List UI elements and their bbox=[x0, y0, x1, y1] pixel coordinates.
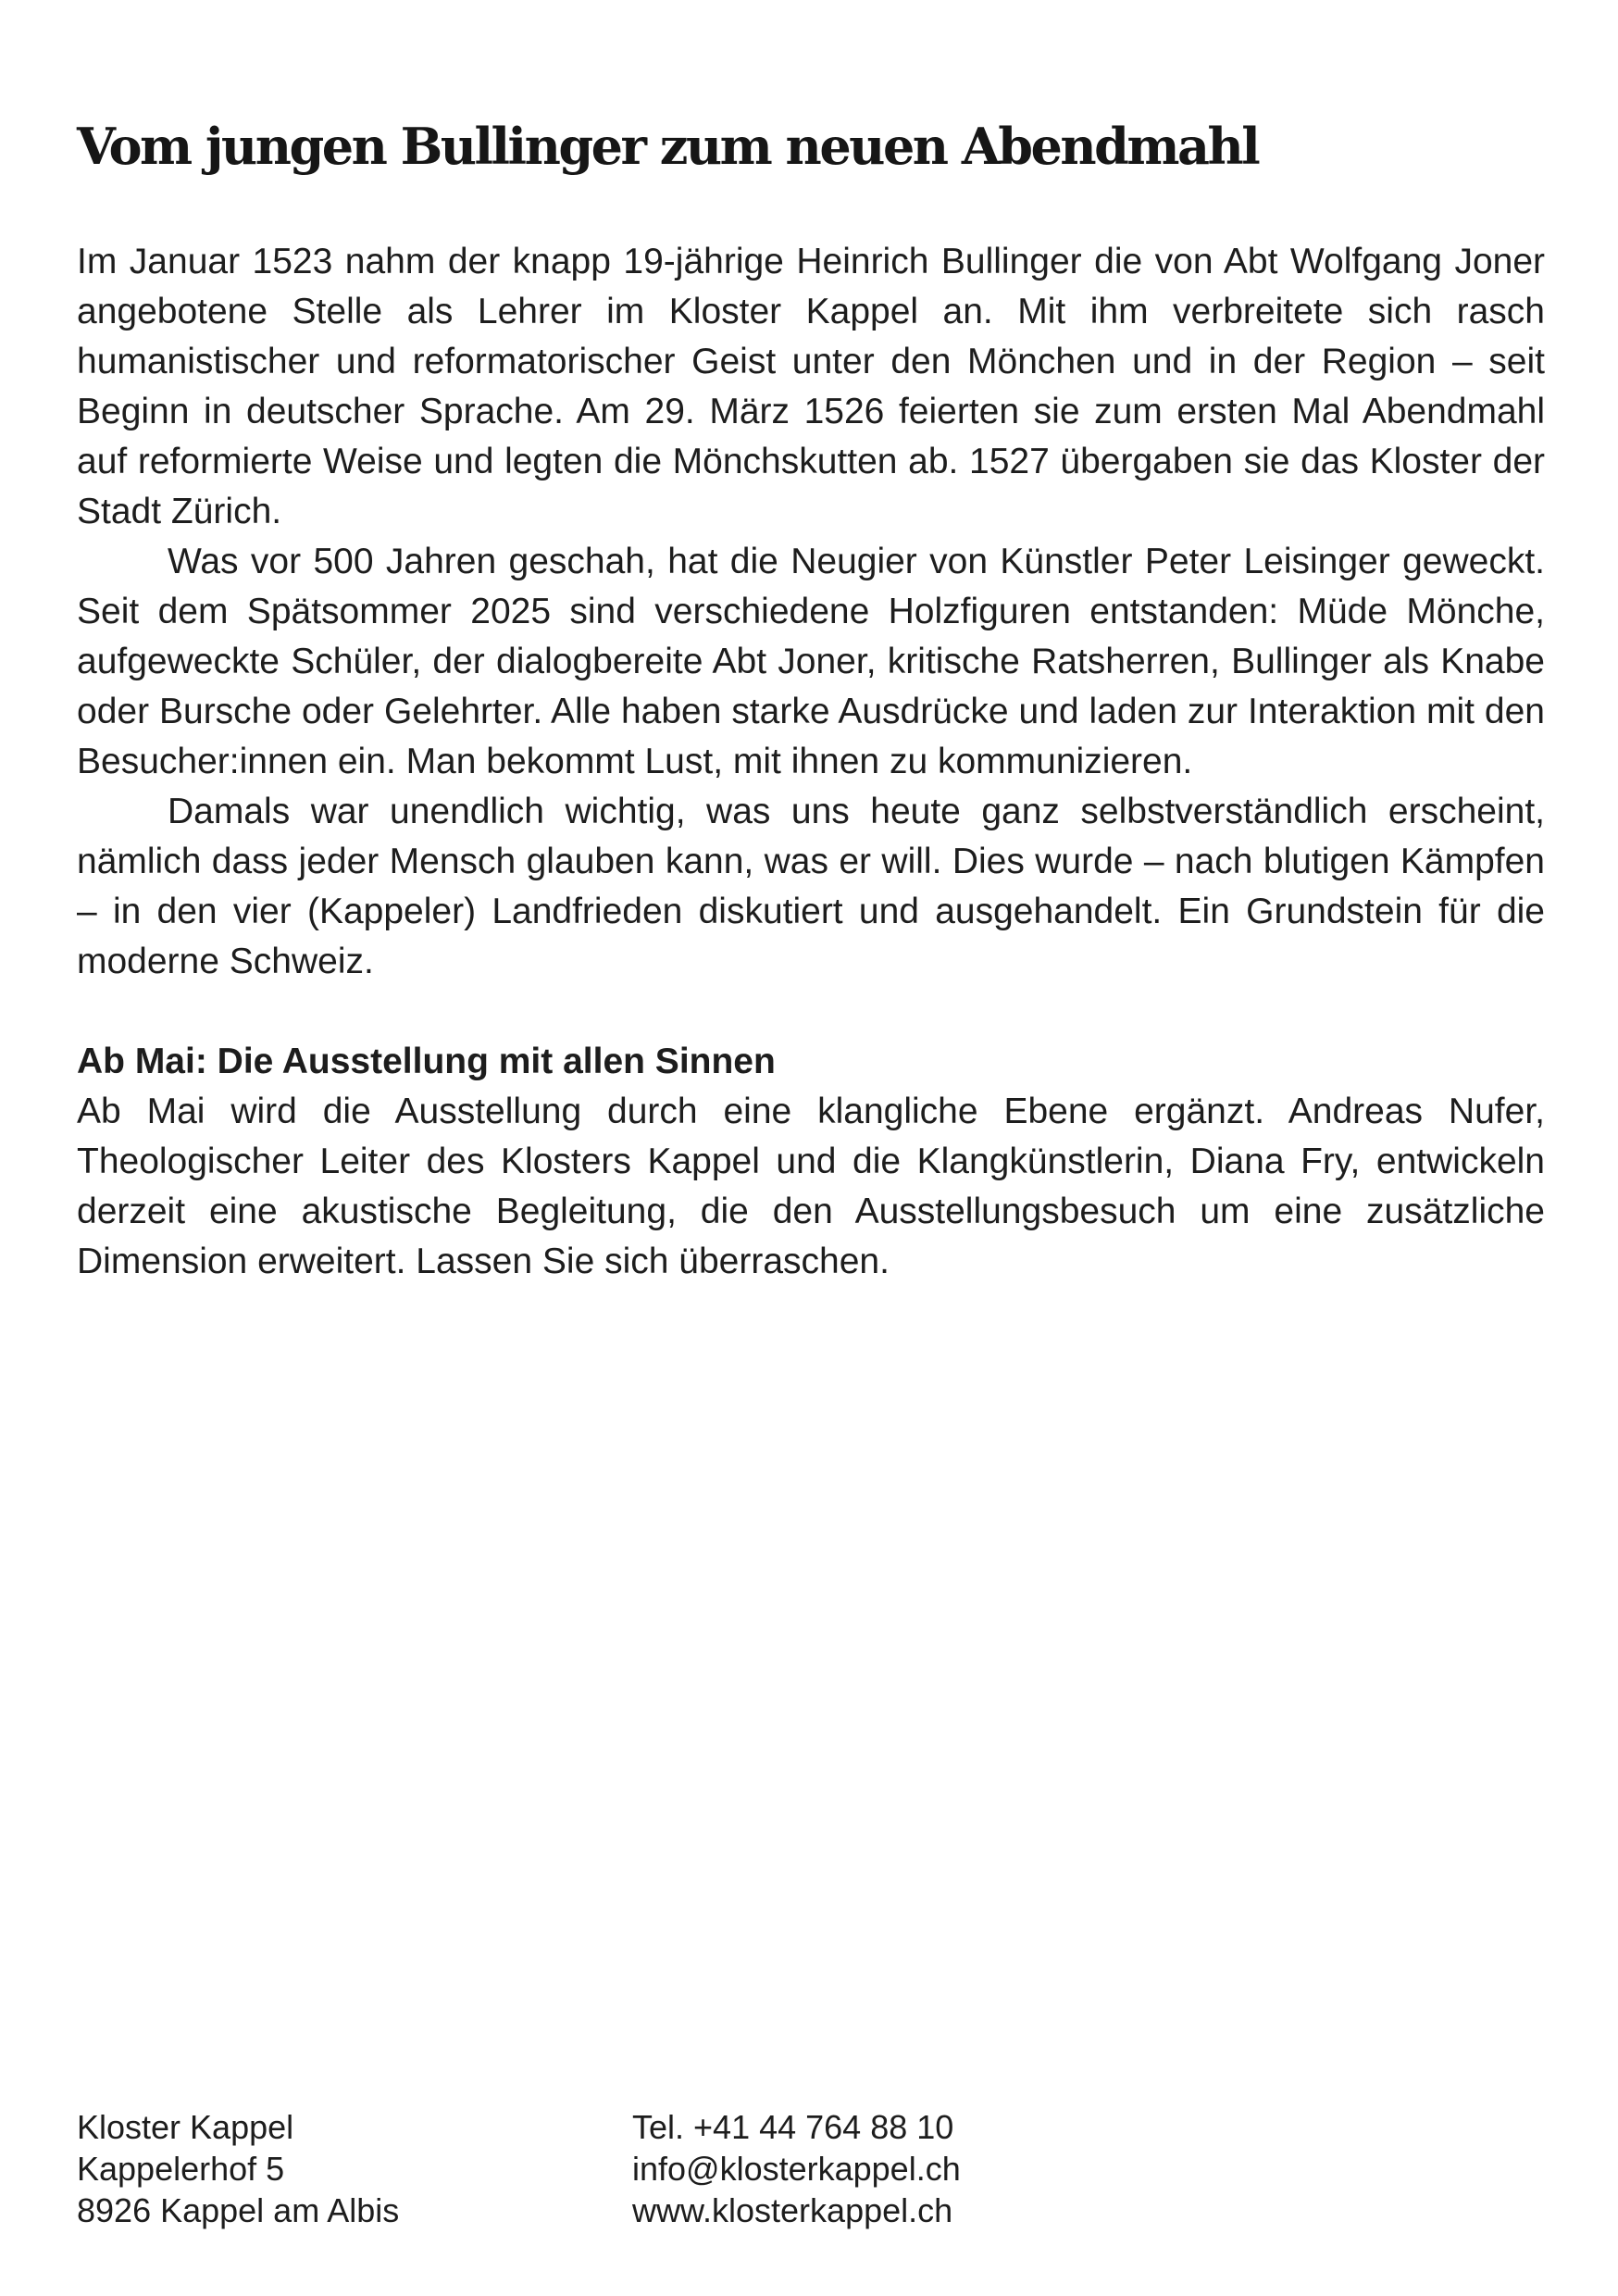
address-city: 8926 Kappel am Albis bbox=[77, 2191, 400, 2229]
address-street: Kappelerhof 5 bbox=[77, 2150, 285, 2188]
address-name: Kloster Kappel bbox=[77, 2108, 294, 2146]
section-heading: Ab Mai: Die Ausstellung mit allen Sinnen bbox=[77, 1042, 776, 1081]
section-paragraph: Ab Mai wird die Ausstellung durch eine klangliche Ebene ergänzt. Andreas Nufer, Theologischer Leiter des Klosters Kappel und die Klangkünstlerin, Diana Fry, entwickeln derzeit eine akustische Begleitung, die den Ausstellungsbesuch um eine zusätzliche Dimension erweitert. Lassen Sie sich überraschen. bbox=[77, 1092, 1545, 1281]
paragraph-intro: Im Januar 1523 nahm der knapp 19-jährige Heinrich Bullinger die von Abt Wolfgang Joner angebotene Stelle als Lehrer im Kloster Kappel an. Mit ihm verbreitete sich rasch humanistischer und reformatorischer Geist unter den Mönchen und in der Region – seit Beginn in deutscher Sprache. Am 29. März 1526 feierten sie zum ersten Mal Abendmahl auf reformierte Weise und legten die Mönchskutten ab. 1527 übergaben sie das Kloster der Stadt Zürich. bbox=[77, 242, 1545, 531]
paragraph-artist: Was vor 500 Jahren geschah, hat die Neugier von Künstler Peter Leisinger geweckt. Seit dem Spätsommer 2025 sind verschiedene Holzfiguren entstanden: Müde Mönche, aufgeweckte Schüler, der dialogbereite Abt Joner, kritische Ratsherren, Bullinger als Knabe oder Bursche oder Gelehrter. Alle haben starke Ausdrücke und laden zur Interaktion mit den Besucher:innen ein. Man bekommt Lust, mit ihnen zu kommunizieren. bbox=[77, 542, 1545, 781]
footer-address bbox=[77, 2106, 399, 2231]
article-body bbox=[77, 237, 1545, 1287]
contact-phone: Tel. +41 44 764 88 10 bbox=[632, 2108, 954, 2146]
contact-website-link[interactable]: www.klosterkappel.ch bbox=[632, 2191, 953, 2229]
paragraph-history: Damals war unendlich wichtig, was uns heute ganz selbstverständlich erscheint, nämlich dass jeder Mensch glauben kann, was er will. Dies wurde – nach blutigen Kämpfen – in den vier (Kappeler) Landfrieden diskutiert und ausgehandelt. Ein Grundstein für die moderne Schweiz. bbox=[77, 792, 1545, 981]
footer-contact bbox=[632, 2106, 961, 2231]
page-title: Vom jungen Bullinger zum neuen Abendmahl bbox=[77, 117, 1259, 176]
contact-email-link[interactable]: info@klosterkappel.ch bbox=[632, 2150, 961, 2188]
